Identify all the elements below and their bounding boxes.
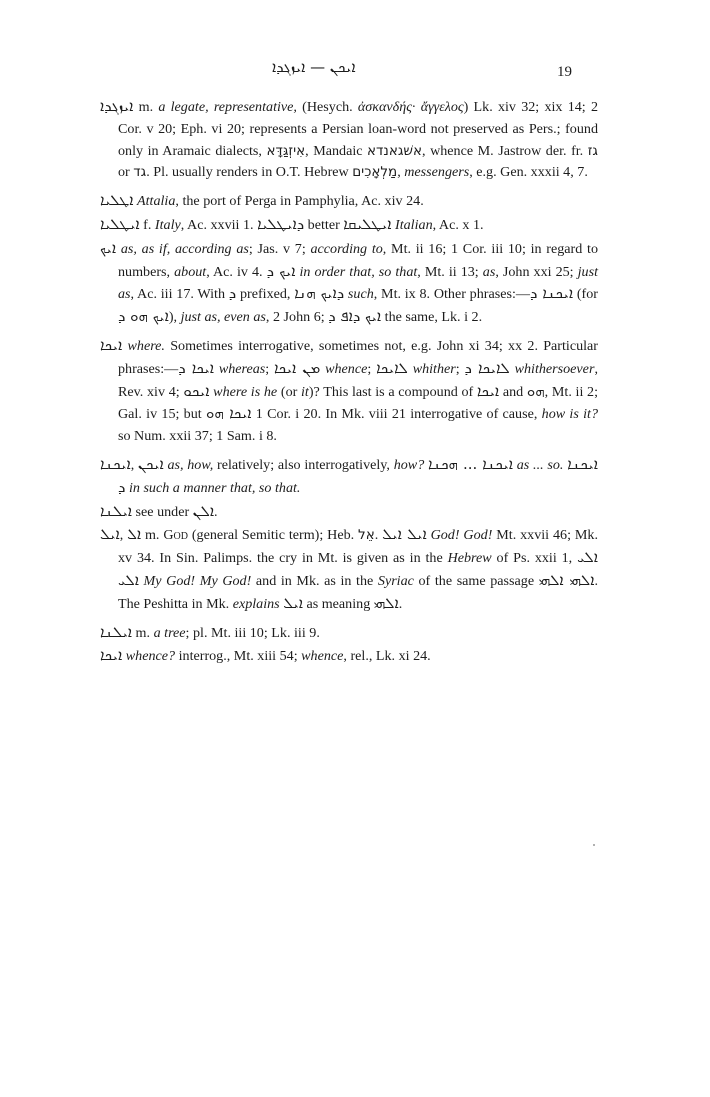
gloss: whereas: [218, 360, 266, 377]
gloss: a tree: [153, 624, 186, 641]
headword: ܐܛܠܝܐ: [100, 191, 134, 210]
entry-italia: ܐܝܛܠܝܐ f. Italy, Ac. xxvii 1. ܕܐܝܛܠܝܐ better ܐܝܛܠܝܩܐ Italian, Ac. x 1.: [100, 214, 484, 233]
gloss: such: [347, 286, 374, 303]
gloss: in such a manner that, so that.: [128, 479, 301, 496]
syriac-phrase: ܐܝܟܢܐ ... ܗܟܢܐ: [428, 454, 513, 473]
syriac-word: ܐܠܢ: [192, 501, 215, 520]
gloss: as, as if, according as: [120, 240, 249, 257]
gloss: where is he: [213, 383, 278, 400]
syriac-phrase: ܐܝܟ ܕ: [266, 261, 296, 280]
syriac-phrase: ܐܝܟܐ ܕ: [178, 358, 214, 377]
hebrew-word: אֵל: [358, 527, 375, 544]
entry-ilana: ܐܝܠܢܐ m. a tree; pl. Mt. iii 10; Lk. iii 9.: [100, 622, 320, 641]
scan-speck: [593, 844, 595, 846]
gloss: just as: [118, 263, 598, 303]
headword: ܐܝܟܐ: [100, 646, 123, 665]
syriac-word: ܐܝܛܠܝܩܐ: [343, 214, 392, 233]
gloss: whence: [325, 360, 368, 377]
gloss: Syriac: [377, 572, 414, 589]
gloss: messengers: [404, 164, 470, 181]
syriac-phrase: ܡܢ ܐܝܟܐ: [274, 358, 321, 377]
headword: ܐܝܟܢܐ: [100, 454, 131, 473]
page-number: 19: [557, 64, 572, 80]
headword: ܐܝܛܠܝܐ: [100, 214, 140, 233]
headword-variant: ܐܝܟܢ: [138, 454, 164, 473]
running-head: ܐܝܟܢ — ܐܝܙܓܕܐ: [272, 58, 356, 76]
gloss: whither: [412, 360, 456, 377]
gloss: explains: [232, 595, 280, 612]
syriac-word: ܐܝܠ: [283, 593, 303, 612]
entry-aika: ܐܝܟܐ where. Sometimes interrogative, sometimes not, e.g. John xi 34; xx 2. Particular phrases:—ܐܝܟܐ ܕ whereas; ܡܢ ܐܝܟܐ whence; ܠܐܝܟܐ whither; ܠܐܝܟܐ ܕ whithersoever, Rev. xiv 4; ܐܝܟܘ where is he (or it)? This last is a compound of ܐܝܟܐ and ܗܘ, Mt. ii 2; Gal. iv 15; but ܐܝܟܐ ܗܘ 1 Cor. i 20. In Mk. viii 21 interrogative of cause, how is it? so Num. xxii 37; 1 Sam. i 8.: [100, 335, 599, 445]
syriac-phrase: ܐܝܟ ܕܐܦ ܕ: [328, 307, 382, 326]
gloss: about: [174, 263, 207, 280]
syriac-word: ܐܝܟܐ: [476, 381, 500, 400]
mandaic-word: אשׁגאנדא: [367, 142, 423, 159]
gloss: Italy: [154, 216, 181, 233]
gloss: whithersoever: [514, 360, 595, 377]
gloss: where.: [127, 337, 165, 354]
hebrew-root: גז: [587, 142, 598, 159]
syriac-phrase: ܐܝܠ ܐܝܠ: [382, 525, 427, 544]
syriac-word: ܕܐܝܛܠܝܐ: [257, 214, 305, 233]
entry-izgada: ܐܝܙܓܕܐ m. a legate, representative, (Hesych. ἀσκανδής· ἄγγελος) Lk. xiv 32; xix 14; 2 Cor. v 20; Eph. vi 20; represents a Persian loan-word not preserved as Pers.; found only in Aramaic dialects, אִיזְגַּדָּא, Mandaic אשׁגאנדא, whence M. Jastrow der. fr. גז or גד. Pl. usually renders in O.T. Hebrew מַלְאָכִים, messengers, e.g. Gen. xxxii 4, 7.: [100, 97, 598, 181]
entry-aikana-whence: ܐܝܟܐ whence? interrog., Mt. xiii 54; whence, rel., Lk. xi 24.: [100, 646, 431, 665]
syriac-phrase: ܐܠܗܝ ܐܠܗܝ: [538, 570, 595, 589]
gloss: how?: [393, 456, 425, 473]
hebrew-root: גד: [133, 164, 147, 181]
syriac-word: ܐܠܗܝ: [373, 593, 399, 612]
headword: ܐܝܠܢܐ: [100, 622, 133, 641]
gloss: Attalia: [137, 193, 176, 210]
syriac-phrase: ܐܠܝ ܐܠܝ: [118, 548, 598, 589]
entry-aik: ܐܝܟ as, as if, according as; Jas. v 7; according to, Mt. ii 16; 1 Cor. iii 10; in regard to numbers, about, Ac. iv 4. ܐܝܟ ܕ in order that, so that, Mt. ii 13; as, John xxi 25; just as, Ac. iii 17. With ܕ prefixed, ܕܐܝܟ ܗܢܐ such, Mt. ix 8. Other phrases:—ܐܝܟܢܐ ܕ (for ܐܝܟ ܗܘ ܕ), just as, even as, 2 John 6; ܐܝܟ ܕܐܦ ܕ the same, Lk. i 2.: [100, 238, 598, 326]
headword: ܐܝܟ: [100, 238, 117, 257]
syriac-phrase: ܐܝܟ ܗܘ ܕ: [118, 307, 169, 326]
headword-variant: ܐܠ: [127, 525, 142, 544]
headword: ܐܝܠܢܐ: [100, 501, 133, 520]
hebrew-word: אִיזְגַּדָּא: [266, 142, 306, 159]
headword: ܐܝܙܓܕܐ: [100, 97, 134, 115]
gloss: Hebrew: [447, 550, 492, 567]
greek-citation: ἀσκανδής· ἄγγελος: [357, 99, 464, 115]
headword: ܐܝܠ: [100, 525, 120, 544]
syriac-prefix: ܕ: [228, 284, 237, 303]
entry-aikana: ܐܝܟܢܐ, ܐܝܟܢ as, how, relatively; also interrogatively, how? ܐܝܟܢܐ ... ܗܟܢܐ as ... so. ܐܝܟܢܐ ܕ in such a manner that, so that.: [100, 454, 598, 496]
gloss: My God! My God!: [143, 572, 252, 589]
gloss: how is it?: [541, 406, 598, 423]
gloss: it: [301, 383, 309, 400]
headword: ܐܝܟܐ: [100, 335, 123, 354]
gloss: whence?: [125, 648, 176, 665]
gloss: a legate, representative,: [158, 99, 297, 115]
gloss: just as, even as: [180, 309, 266, 326]
entry-attalia: ܐܛܠܝܐ Attalia, the port of Perga in Pamphylia, Ac. xiv 24.: [100, 191, 424, 210]
lexicon-entries: [100, 96, 598, 669]
syriac-phrase: ܐܝܟܘ: [183, 381, 210, 400]
gloss: God: [163, 527, 188, 544]
gloss: whence: [301, 648, 344, 665]
page-header: [0, 58, 710, 84]
gloss: as: [482, 263, 496, 280]
gloss: as ... so.: [516, 456, 564, 473]
syriac-phrase: ܠܐܝܟܐ ܕ: [464, 358, 510, 377]
syriac-phrase: ܐܝܟܐ ܗܘ: [205, 404, 252, 423]
syriac-phrase: ܠܐܝܟܐ: [376, 358, 408, 377]
gloss: Italian: [395, 216, 433, 233]
syriac-phrase: ܐܝܟܢܐ ܕ: [118, 454, 598, 496]
gloss: as, how,: [167, 456, 214, 473]
syriac-word: ܗܘ: [526, 381, 545, 400]
entry-el: ܐܝܠ, ܐܠ m. God (general Semitic term); Heb. אֵל. ܐܝܠ ܐܝܠ God! God! Mt. xxvii 46; Mk. xv 34. In Sin. Palimps. the cry in Mt. is given as in the Hebrew of Ps. xxii 1, ܐܠܝ ܐܠܝ My God! My God! and in Mk. as in the Syriac of the same passage ܐܠܗܝ ܐܠܗܝ. The Peshitta in Mk. explains ܐܝܠ as meaning ܐܠܗܝ.: [100, 525, 598, 612]
gloss: in order that, so that: [299, 263, 418, 280]
gloss: according to: [310, 240, 383, 257]
syriac-phrase: ܐܝܟܢܐ ܕ: [529, 284, 574, 303]
entry-ilana-ref: ܐܝܠܢܐ see under ܐܠܢ.: [100, 501, 218, 520]
gloss: God! God!: [430, 527, 493, 544]
syriac-phrase: ܕܐܝܟ ܗܢܐ: [294, 284, 345, 303]
hebrew-word: מַלְאָכִים: [352, 164, 398, 181]
